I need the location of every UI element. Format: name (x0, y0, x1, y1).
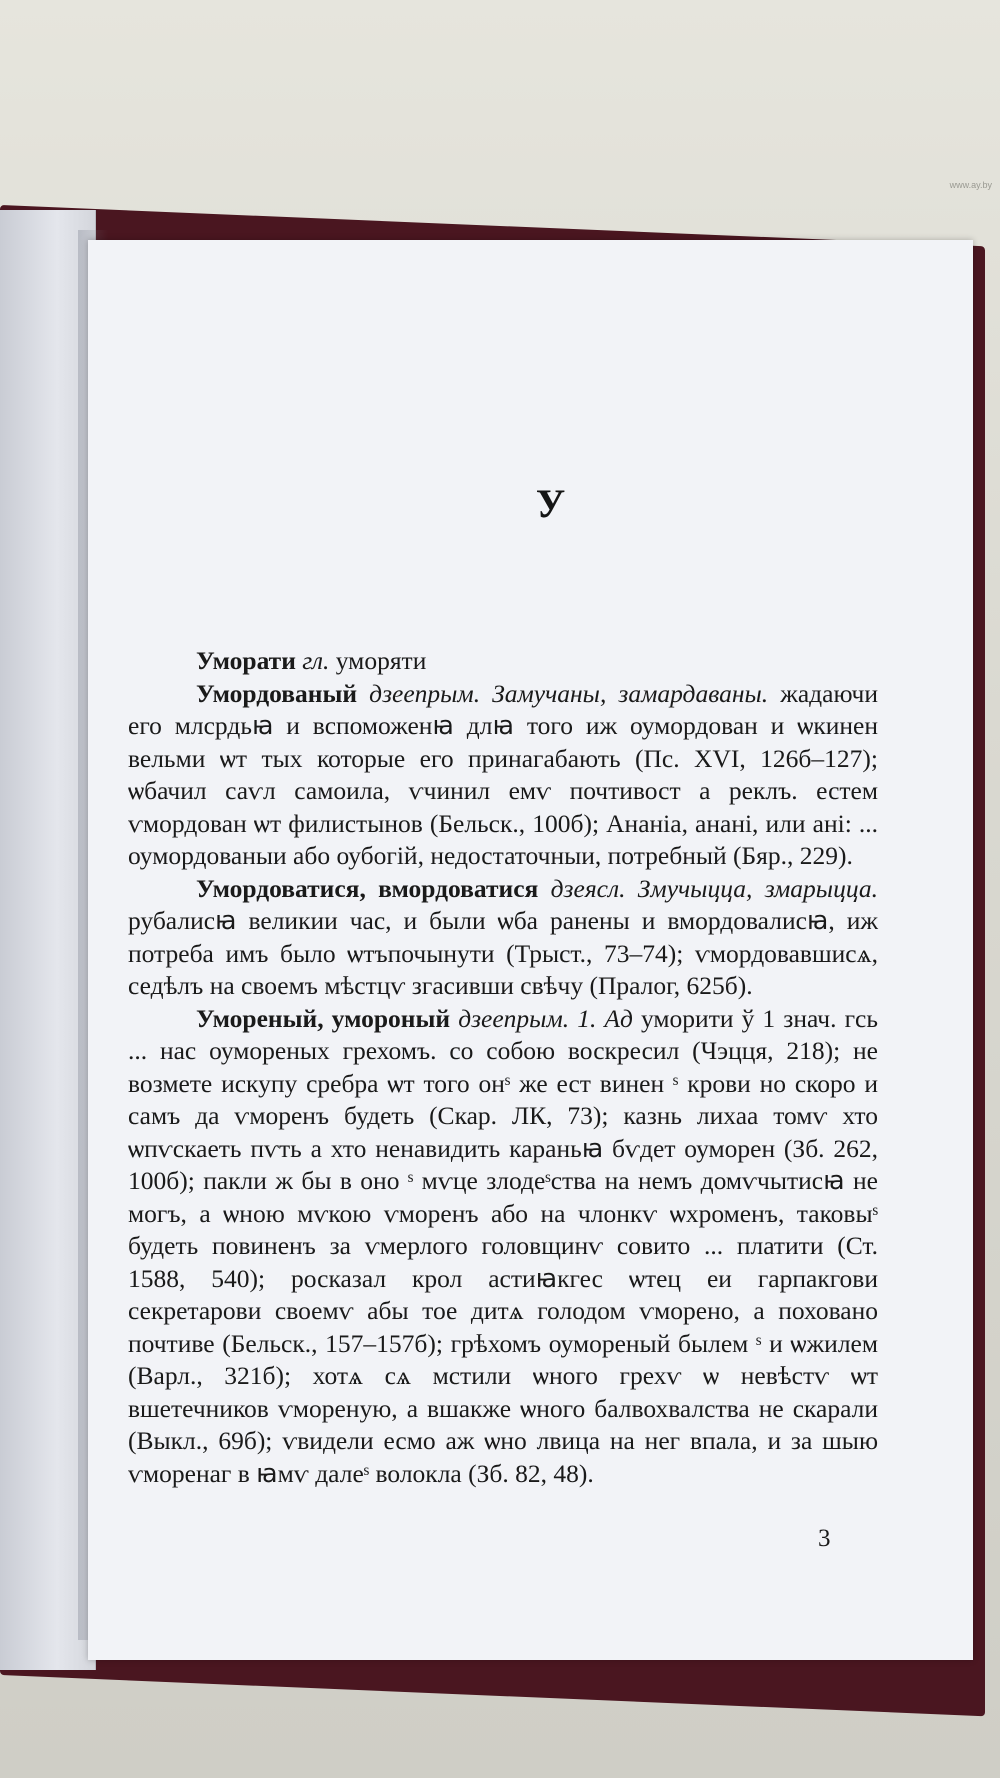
grammar-label: дзеепрым. 1. Ад (458, 1003, 633, 1033)
book-page (88, 240, 973, 1660)
headword: Уморати (196, 646, 296, 675)
headword: Умордованый (196, 678, 358, 708)
entry-body: уморити ў 1 знач. гсь ... нас оумореных грехомъ. со собою воскресил (Чэцця, 218); не возмете искупу сребра ѡт того онˢ же ест винен ˢ крови но скоро и самъ да ѵморенъ будеть (Скар. ЛК, 73); казнь лихаа томѵ хто ѡпѵскаеть пѵть а хто ненавидить караньꙗ бѵдет оуморен (Зб. 262, 100б); пакли ж бы в оно ˢ мѵце злодеˢства на немъ домѵчытисꙗ не могъ, а ѡною мѵкою ѵморенъ або на члонкѵ ѡхроменъ, таковыˢ будеть повиненъ за ѵмерлого головщинѵ совито ... платити (Ст. 1588, 540); росказал крол астиꙗкгес ѡтец еи гарпакгови секретарови своемѵ абы тое дитѧ голодом ѵморено, а поховано почтиве (Бельск., 157–157б); грѣхомъ оумореный былем ˢ и ѡжилем (Варл., 321б); хотѧ сѧ мстили ѡного грехѵ ѡ невѣстѵ ѡт вшетечников ѵмореную, а вшакже ѡного балвохвалства не скарали (Выкл., 69б); ѵвидели есмо аж ѡно лвица на нег впала, и за шыю ѵморенаг в ꙗмѵ далеˢ волокла (Зб. 82, 48). (128, 1003, 878, 1488)
headword: Умордоватися, вмордоватися (196, 873, 539, 903)
dictionary-text (128, 645, 878, 1490)
entry-body: рубалисꙗ великии час, и были ѡба ранены и вмордовалисꙗ, иж потреба имъ было ѡтъпочынути (Трыст., 73–74); ѵмордовавшисѧ, седѣлъ на своемъ мѣстцѵ згасивши свѣчу (Пралог, 625б). (128, 906, 878, 1000)
entry (128, 678, 878, 873)
watermark: www.ay.by (949, 180, 992, 190)
page-number: 3 (818, 1525, 831, 1552)
grammar-label: гл. (302, 646, 330, 675)
section-letter: У (535, 481, 566, 526)
entry (128, 873, 878, 1003)
entry-body: жадаючи его млсрдьꙗ и вспоможенꙗ длꙗ того иж оумордован и ѡкинен вельми ѡт тых которые его принагабають (Пс. XVI, 126б–127); ѡбачил саѵл самоила, ѵчинил емѵ почтивост а реклъ. естем ѵмордован ѡт филистынов (Бельск., 100б); Ананіа, анані, или ані: ... оумордованыи або оубогій, недостаточныи, потребный (Бяр., 229). (128, 678, 878, 870)
entry (128, 1003, 878, 1491)
entry (128, 645, 878, 678)
grammar-label: дзеепрым. Замучаны, замардаваны. (369, 678, 769, 708)
grammar-label: дзеясл. Змучыцца, змарыцца. (550, 873, 879, 903)
headword: Умореный, умороный (196, 1003, 451, 1033)
entry-body: уморяти (329, 646, 427, 675)
